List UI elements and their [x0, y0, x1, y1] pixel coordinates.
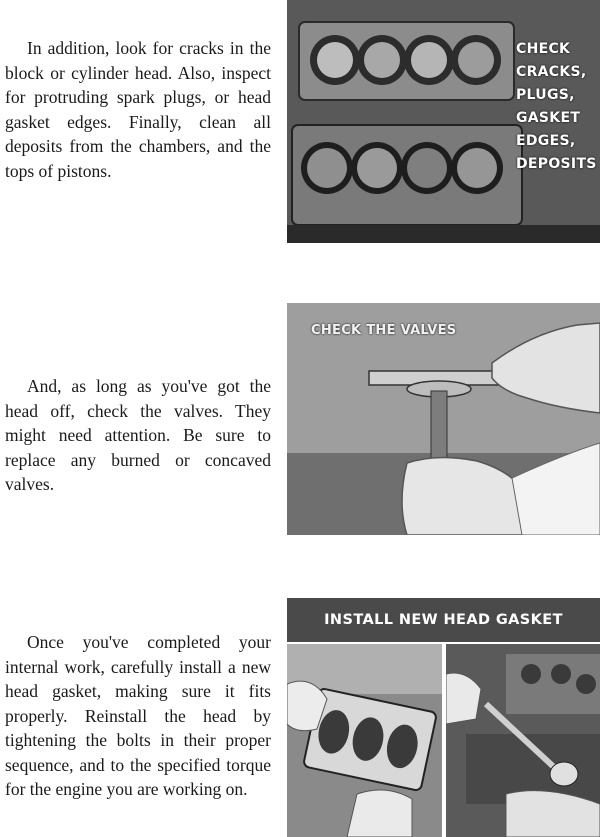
paragraph-cracks-text: In addition, look for cracks in the block or cylinder head. Also, inspect for protruding spark plugs, or head gasket edges. Finally, clean all deposits from the chambers, and the tops of pistons.: [5, 38, 271, 181]
photo-caption-check-cracks: [516, 38, 597, 176]
paragraph-gasket-text: Once you've completed your internal work, carefully install a new head gasket, making sure it fits properly. Reinstall the head by tightening the bolts in their proper sequence, and to the specified torque for the engine you are working on.: [5, 632, 271, 799]
caption-line: CHECK: [516, 41, 571, 57]
paragraph-cracks: [5, 36, 271, 183]
photo-caption-install-gasket: INSTALL NEW HEAD GASKET: [287, 598, 600, 642]
photo-install-gasket-left: [287, 644, 442, 837]
photo-engine-block: [287, 0, 600, 243]
paragraph-valves-text: And, as long as you've got the head off, check the valves. They might need attention. Be sure to replace any burned or concaved valves.: [5, 376, 271, 494]
torque-wrench-image: [446, 644, 600, 837]
caption-line: PLUGS,: [516, 87, 575, 103]
paragraph-valves: [5, 374, 271, 497]
gasket-install-image: [287, 644, 442, 837]
caption-line: DEPOSITS: [516, 156, 597, 172]
caption-line: CRACKS,: [516, 64, 587, 80]
photo-check-valves: [287, 303, 600, 535]
caption-line: GASKET: [516, 110, 581, 126]
paragraph-gasket: [5, 630, 271, 802]
caption-line: EDGES,: [516, 133, 576, 149]
photo-caption-check-valves: CHECK THE VALVES: [311, 323, 457, 338]
photo-install-gasket-right: [446, 644, 600, 837]
